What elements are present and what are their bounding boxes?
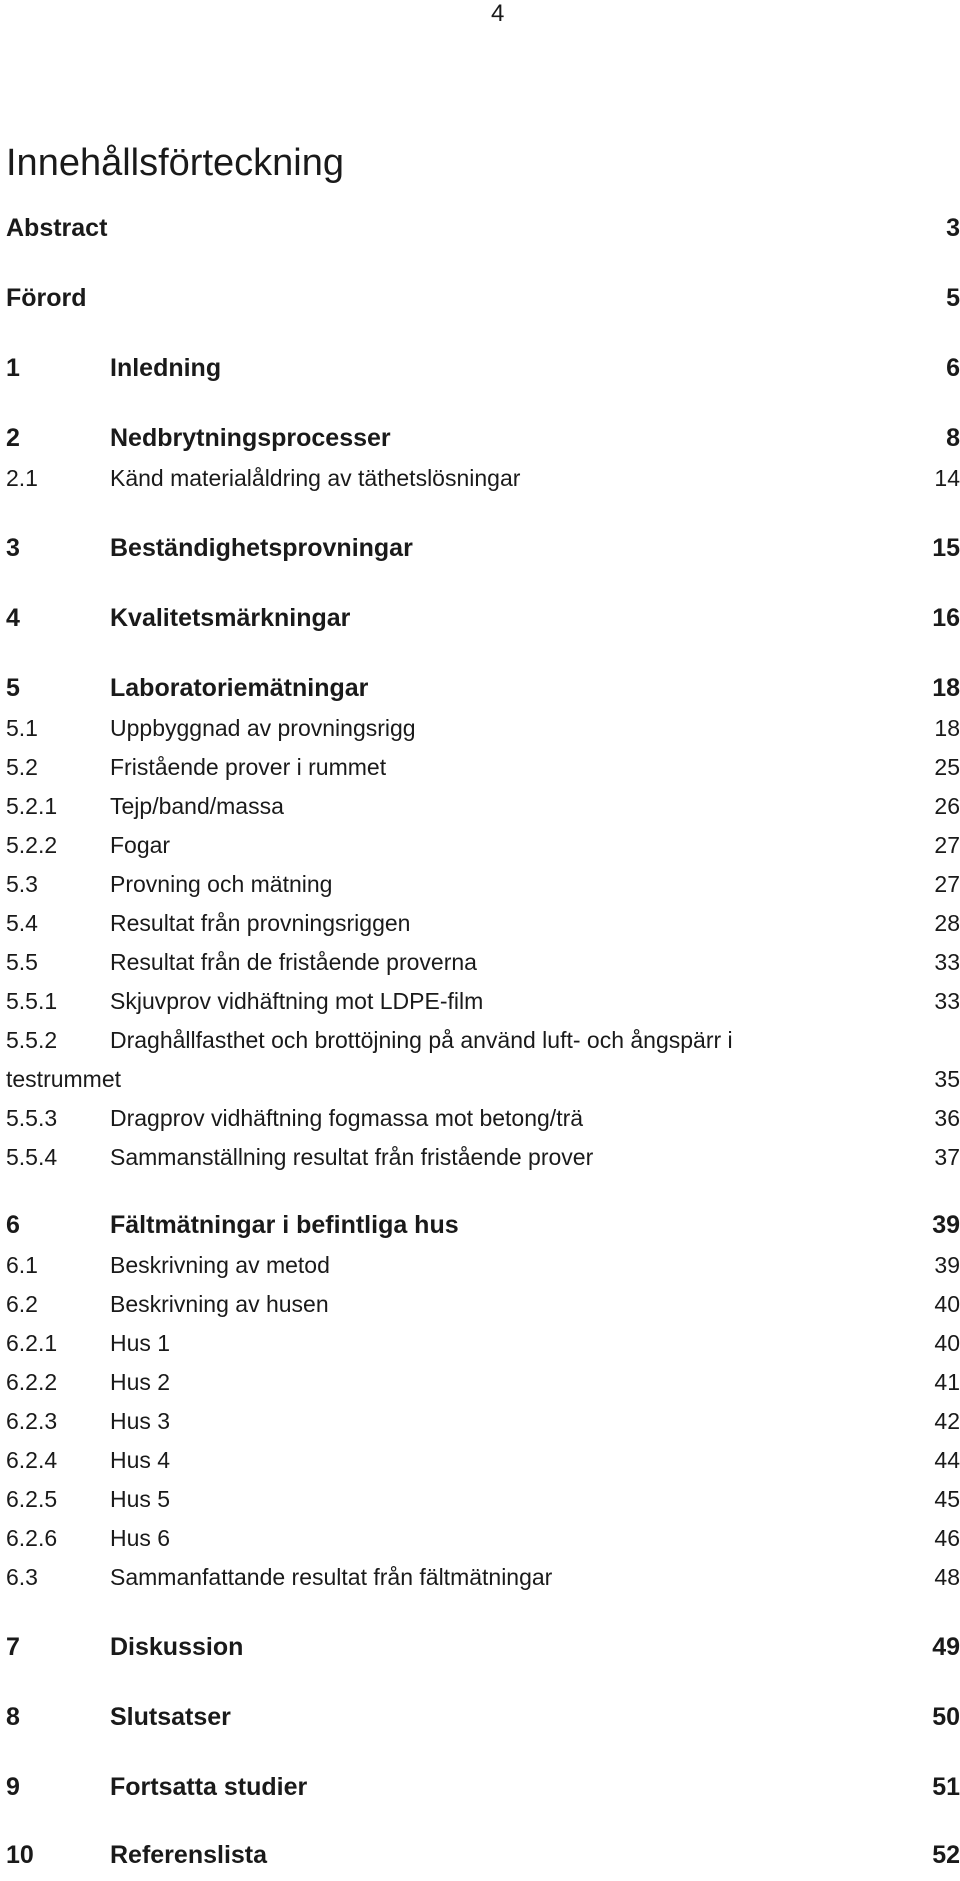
toc-entry-page: 50 bbox=[932, 1703, 960, 1731]
toc-entry-number: 6.2.1 bbox=[6, 1330, 58, 1356]
toc-entry[interactable] bbox=[6, 1700, 960, 1734]
toc-entry-number: 5.5.3 bbox=[6, 1105, 58, 1131]
toc-entry-number: 6.2.2 bbox=[6, 1369, 58, 1395]
toc-entry-page: 6 bbox=[946, 354, 960, 382]
toc-entry-number: 5.5.2 bbox=[6, 1027, 58, 1053]
toc-entry-label: Laboratoriemätningar bbox=[110, 674, 369, 702]
toc-entry-number: 5.1 bbox=[6, 715, 38, 741]
toc-entry[interactable] bbox=[6, 867, 960, 901]
toc-entry-label: testrummet bbox=[6, 1066, 122, 1092]
toc-entry[interactable] bbox=[6, 421, 960, 455]
toc-entry-number: 1 bbox=[6, 354, 20, 382]
toc-entry-page: 44 bbox=[934, 1447, 960, 1473]
toc-entry-label: Diskussion bbox=[110, 1633, 244, 1661]
toc-entry-label: Sammanfattande resultat från fältmätningar bbox=[110, 1564, 553, 1590]
toc-entry[interactable] bbox=[6, 1023, 960, 1057]
toc-entry-number: 6.2.6 bbox=[6, 1525, 58, 1551]
toc-entry-label: Skjuvprov vidhäftning mot LDPE-film bbox=[110, 988, 484, 1014]
toc-entry-page: 40 bbox=[934, 1330, 960, 1356]
toc-entry-label: Kvalitetsmärkningar bbox=[110, 604, 351, 632]
toc-entry[interactable] bbox=[6, 281, 960, 315]
toc-entry[interactable] bbox=[6, 1326, 960, 1360]
toc-entry-label: Hus 5 bbox=[110, 1486, 171, 1512]
toc-entry-number: 5.5.1 bbox=[6, 988, 58, 1014]
toc-entry-page: 18 bbox=[934, 715, 960, 741]
toc-entry[interactable] bbox=[6, 211, 960, 245]
toc-entry-page: 18 bbox=[932, 674, 960, 702]
toc-entry[interactable] bbox=[6, 828, 960, 862]
toc-entry-number: 2.1 bbox=[6, 465, 38, 491]
toc-entry-page: 45 bbox=[934, 1486, 960, 1512]
toc-entry-label: Resultat från provningsriggen bbox=[110, 910, 411, 936]
toc-entry[interactable] bbox=[6, 1770, 960, 1804]
toc-entry-label: Hus 3 bbox=[110, 1408, 171, 1434]
toc-entry-label: Hus 2 bbox=[110, 1369, 171, 1395]
toc-entry-label: Känd materialåldring av täthetslösningar bbox=[110, 465, 521, 491]
toc-entry-number: 5.3 bbox=[6, 871, 38, 897]
toc-entry-label: Nedbrytningsprocesser bbox=[110, 424, 391, 452]
toc-entry[interactable] bbox=[6, 1521, 960, 1555]
toc-entry-number: 2 bbox=[6, 424, 20, 452]
toc-entry-number: 5.5.4 bbox=[6, 1144, 58, 1170]
toc-entry-number: 6.2.3 bbox=[6, 1408, 58, 1434]
toc-entry[interactable] bbox=[6, 750, 960, 784]
toc-entry-page: 40 bbox=[934, 1291, 960, 1317]
toc-entry[interactable] bbox=[6, 906, 960, 940]
toc-entry[interactable] bbox=[6, 1560, 960, 1594]
toc-entry-page: 41 bbox=[934, 1369, 960, 1395]
toc-entry-label: Tejp/band/massa bbox=[110, 793, 284, 819]
toc-entry-label: Provning och mätning bbox=[110, 871, 333, 897]
toc-entry[interactable] bbox=[6, 984, 960, 1018]
toc-entry-number: 6.1 bbox=[6, 1252, 38, 1278]
toc-entry-number: 9 bbox=[6, 1773, 20, 1801]
toc-entry-page: 8 bbox=[946, 424, 960, 452]
toc-entry-page: 26 bbox=[934, 793, 960, 819]
toc-entry-number: Förord bbox=[6, 284, 87, 312]
toc-entry-page: 39 bbox=[932, 1211, 960, 1239]
toc-entry[interactable] bbox=[6, 461, 960, 495]
toc-entry[interactable] bbox=[6, 1482, 960, 1516]
toc-entry[interactable] bbox=[6, 1140, 960, 1174]
toc-entry[interactable] bbox=[6, 1630, 960, 1664]
toc-entry-number: 5 bbox=[6, 674, 20, 702]
toc-entry-label: Hus 4 bbox=[110, 1447, 171, 1473]
toc-entry-number: 6.2 bbox=[6, 1291, 38, 1317]
toc-entry-number: 6.3 bbox=[6, 1564, 38, 1590]
toc-entry-page: 39 bbox=[934, 1252, 960, 1278]
toc-entry-page: 16 bbox=[932, 604, 960, 632]
toc-entry-label: Fristående prover i rummet bbox=[110, 754, 387, 780]
toc-entry-label: Uppbyggnad av provningsrigg bbox=[110, 715, 416, 741]
toc-entry-page: 52 bbox=[932, 1841, 960, 1869]
toc-entry-label: Dragprov vidhäftning fogmassa mot betong/trä bbox=[110, 1105, 584, 1131]
toc-entry-page: 25 bbox=[934, 754, 960, 780]
toc-entry-page: 49 bbox=[932, 1633, 960, 1661]
toc-entry-page: 35 bbox=[934, 1066, 960, 1092]
toc-entry-label: Fortsatta studier bbox=[110, 1773, 308, 1801]
toc-entry[interactable] bbox=[6, 1062, 960, 1096]
toc-entry-page: 33 bbox=[934, 988, 960, 1014]
toc-entry-label: Slutsatser bbox=[110, 1703, 231, 1731]
toc-entry-number: 3 bbox=[6, 534, 20, 562]
toc-entry-label: Hus 6 bbox=[110, 1525, 171, 1551]
toc-entry[interactable] bbox=[6, 1248, 960, 1282]
toc-entry[interactable] bbox=[6, 1365, 960, 1399]
toc-entry-page: 33 bbox=[934, 949, 960, 975]
toc-entry-page: 51 bbox=[932, 1773, 960, 1801]
toc-entry-label: Fältmätningar i befintliga hus bbox=[110, 1211, 459, 1239]
toc-entry-number: 8 bbox=[6, 1703, 20, 1731]
toc-entry-label: Inledning bbox=[110, 354, 222, 382]
toc-entry-number: 5.5 bbox=[6, 949, 38, 975]
toc-entry[interactable] bbox=[6, 1404, 960, 1438]
toc-entry-page: 37 bbox=[934, 1144, 960, 1170]
toc-entry[interactable] bbox=[6, 1101, 960, 1135]
toc-entry[interactable] bbox=[6, 1838, 960, 1872]
toc-entry-number: 7 bbox=[6, 1633, 20, 1661]
toc-entry-number: 6 bbox=[6, 1211, 20, 1239]
toc-entry-page: 3 bbox=[946, 214, 960, 242]
toc-entry[interactable] bbox=[6, 671, 960, 705]
toc-entry-page: 5 bbox=[946, 284, 960, 312]
toc-entry-number: Abstract bbox=[6, 214, 108, 242]
toc-entry[interactable] bbox=[6, 1443, 960, 1477]
toc-entry-number: 5.2.2 bbox=[6, 832, 58, 858]
toc-entry[interactable] bbox=[6, 1208, 960, 1242]
toc-entry-label: Beskrivning av husen bbox=[110, 1291, 329, 1317]
toc-entry-page: 27 bbox=[934, 871, 960, 897]
toc-entry-number: 6.2.4 bbox=[6, 1447, 58, 1473]
toc-entry-page: 48 bbox=[934, 1564, 960, 1590]
toc-entry-label: Draghållfasthet och brottöjning på använd luft- och ångspärr i bbox=[110, 1027, 733, 1053]
toc-entry-number: 10 bbox=[6, 1841, 34, 1869]
page-number: 4 bbox=[491, 0, 505, 27]
toc-entry[interactable] bbox=[6, 351, 960, 385]
toc-entry-label: Beständighetsprovningar bbox=[110, 534, 413, 562]
toc-entry-label: Hus 1 bbox=[110, 1330, 171, 1356]
toc-entry-page: 14 bbox=[934, 465, 960, 491]
toc-entry-label: Fogar bbox=[110, 832, 171, 858]
toc-entry[interactable] bbox=[6, 789, 960, 823]
toc-entry[interactable] bbox=[6, 711, 960, 745]
toc-entry-number: 6.2.5 bbox=[6, 1486, 58, 1512]
toc-entry[interactable] bbox=[6, 1287, 960, 1321]
toc-entry[interactable] bbox=[6, 945, 960, 979]
toc-entry-page: 36 bbox=[934, 1105, 960, 1131]
toc-entry-number: 5.4 bbox=[6, 910, 38, 936]
toc-entry-number: 4 bbox=[6, 604, 20, 632]
toc-entry-page: 27 bbox=[934, 832, 960, 858]
toc-entry-label: Referenslista bbox=[110, 1841, 268, 1869]
toc-entry-number: 5.2 bbox=[6, 754, 38, 780]
toc-entry-label: Sammanställning resultat från fristående prover bbox=[110, 1144, 594, 1170]
toc-entry[interactable] bbox=[6, 601, 960, 635]
toc-entry-label: Resultat från de fristående proverna bbox=[110, 949, 477, 975]
toc-entry[interactable] bbox=[6, 531, 960, 565]
toc-entry-page: 15 bbox=[932, 534, 960, 562]
toc-entry-page: 42 bbox=[934, 1408, 960, 1434]
toc-entry-label: Beskrivning av metod bbox=[110, 1252, 330, 1278]
toc-title: Innehållsförteckning bbox=[6, 142, 344, 184]
toc-entry-page: 46 bbox=[934, 1525, 960, 1551]
toc-entry-number: 5.2.1 bbox=[6, 793, 58, 819]
toc-entry-page: 28 bbox=[934, 910, 960, 936]
